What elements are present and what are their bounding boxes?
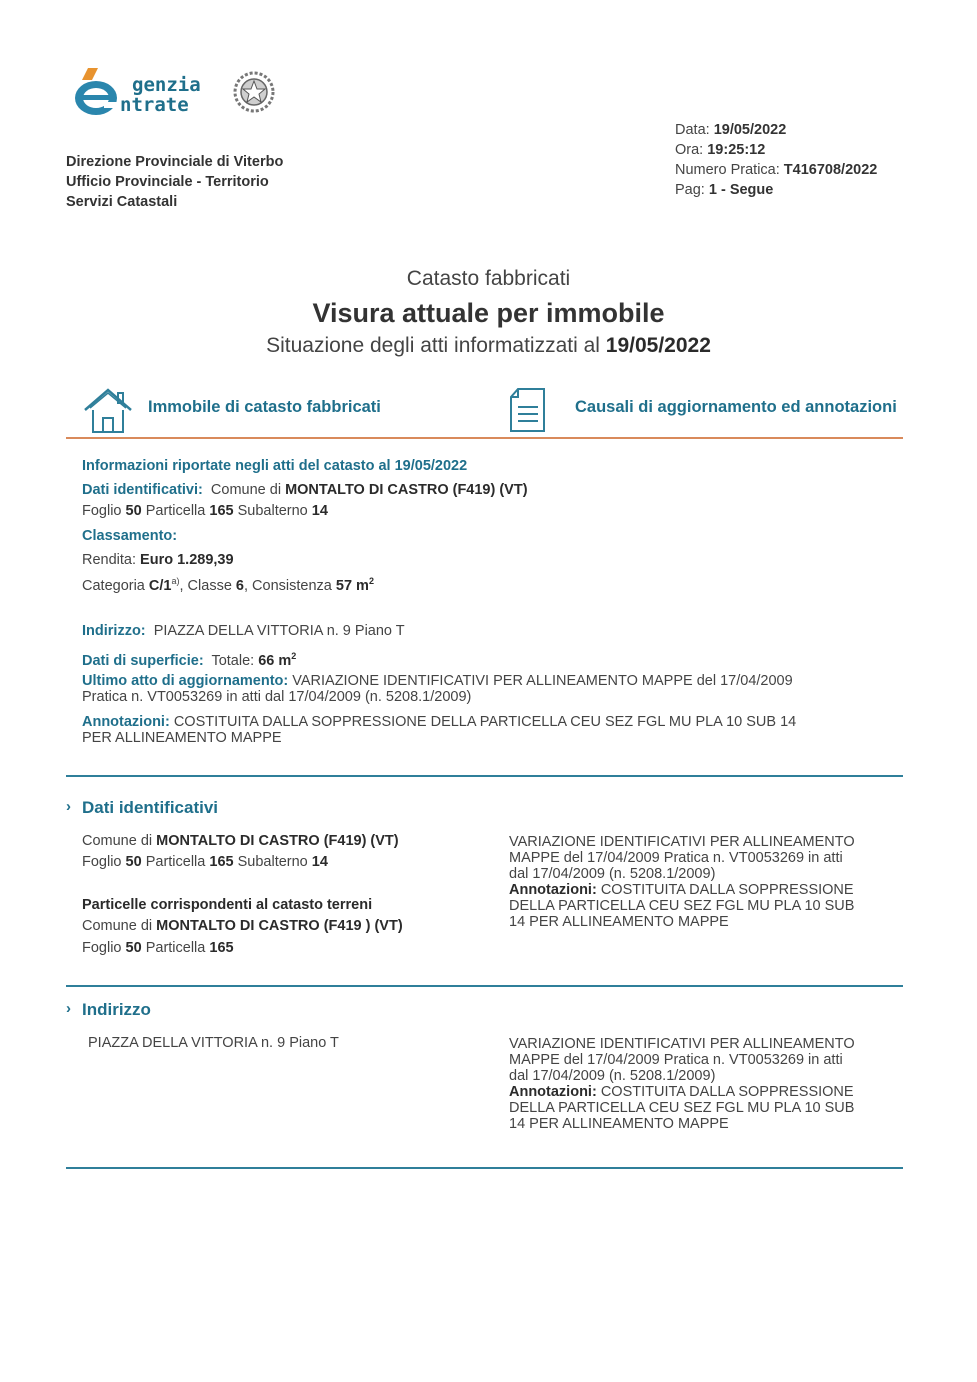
divider: [66, 985, 903, 987]
indirizzo-causale: VARIAZIONE IDENTIFICATIVI PER ALLINEAMENTO MAPPE del 17/04/2009 Pratica n. VT0053269 in atti dal 17/04/2009 (n. 5208.1/2009) Annotazioni: COSTITUITA DALLA SOPPRESSIONE DELLA PARTICELLA CEU SEZ FGL MU PLA 10 SUB 14 PER ALLINEAMENTO MAPPE: [509, 1036, 855, 1132]
summary-rendita: Rendita: Euro 1.289,39: [82, 552, 234, 568]
terreni-comune: Comune di MONTALTO DI CASTRO (F419 ) (VT): [82, 918, 403, 934]
chevron-right-icon: ›: [66, 1000, 71, 1017]
tab-causali: Causali di aggiornamento ed annotazioni: [575, 398, 897, 416]
divider: [66, 437, 903, 439]
summary-foglio: Foglio 50 Particella 165 Subalterno 14: [82, 503, 328, 519]
office-line: Ufficio Provinciale - Territorio: [66, 174, 269, 190]
page-subtitle: Situazione degli atti informatizzati al 19/05/2022: [266, 334, 711, 357]
logo-line-1: genzia: [132, 74, 201, 96]
section-title-dati: Dati identificativi: [82, 798, 219, 817]
office-line: Servizi Catastali: [66, 194, 178, 210]
divider: [66, 1167, 903, 1169]
summary-categoria: Categoria C/1$^{a)}$, Classe 6, Consistenza 57 $m^2$: [82, 576, 374, 594]
dati-causale: VARIAZIONE IDENTIFICATIVI PER ALLINEAMENTO MAPPE del 17/04/2009 Pratica n. VT0053269 in atti dal 17/04/2009 (n. 5208.1/2009) Annotazioni: COSTITUITA DALLA SOPPRESSIONE DELLA PARTICELLA CEU SEZ FGL MU PLA 10 SUB 14 PER ALLINEAMENTO MAPPE: [509, 834, 855, 930]
emblem-icon: [232, 68, 276, 116]
summary-ultimo-atto: Ultimo atto di aggiornamento: VARIAZIONE IDENTIFICATIVI PER ALLINEAMENTO MAPPE del 17/04/2009 Pratica n. VT0053269 in atti dal 17/04/2009 (n. 5208.1/2009): [82, 673, 793, 705]
summary-annotazioni: Annotazioni: COSTITUITA DALLA SOPPRESSIONE DELLA PARTICELLA CEU SEZ FGL MU PLA 10 SUB 14 PER ALLINEAMENTO MAPPE: [82, 714, 797, 746]
summary-dati: Dati identificativi: Comune di MONTALTO DI CASTRO (F419) (VT): [82, 482, 528, 498]
section-title-indirizzo: Indirizzo: [82, 1000, 151, 1019]
house-icon: [82, 386, 134, 434]
meta-pratica: Numero Pratica: T416708/2022: [675, 162, 878, 178]
meta-ora: Ora: 19:25:12: [675, 142, 766, 158]
info-title: Informazioni riportate negli atti del catasto al 19/05/2022: [82, 458, 468, 474]
document-meta: [675, 120, 877, 200]
office-block: [66, 152, 283, 212]
meta-data: Data: 19/05/2022: [675, 122, 787, 138]
dati-comune: Comune di MONTALTO DI CASTRO (F419) (VT): [82, 833, 399, 849]
terreni-foglio: Foglio 50 Particella 165: [82, 940, 234, 956]
divider: [66, 775, 903, 777]
office-line: Direzione Provinciale di Viterbo: [66, 154, 284, 170]
logo-line-2: ntrate: [120, 94, 189, 116]
meta-pag: Pag: 1 - Segue: [675, 182, 774, 198]
chevron-right-icon: ›: [66, 798, 71, 815]
dati-foglio: Foglio 50 Particella 165 Subalterno 14: [82, 854, 328, 870]
doc-category: Catasto fabbricati: [406, 267, 571, 290]
terreni-title: Particelle corrispondenti al catasto terreni: [82, 897, 373, 913]
agency-logo: [72, 66, 282, 122]
page-title: Visura attuale per immobile: [312, 298, 665, 328]
tab-immobile: Immobile di catasto fabbricati: [148, 398, 381, 416]
summary-classamento: Classamento:: [82, 528, 178, 544]
document-icon: [508, 387, 548, 433]
summary-indirizzo: Indirizzo: PIAZZA DELLA VITTORIA n. 9 Piano T: [82, 623, 405, 639]
summary-superficie: Dati di superficie: Totale: 66 $m^2$: [82, 651, 297, 669]
indirizzo-value: PIAZZA DELLA VITTORIA n. 9 Piano T: [88, 1035, 339, 1051]
